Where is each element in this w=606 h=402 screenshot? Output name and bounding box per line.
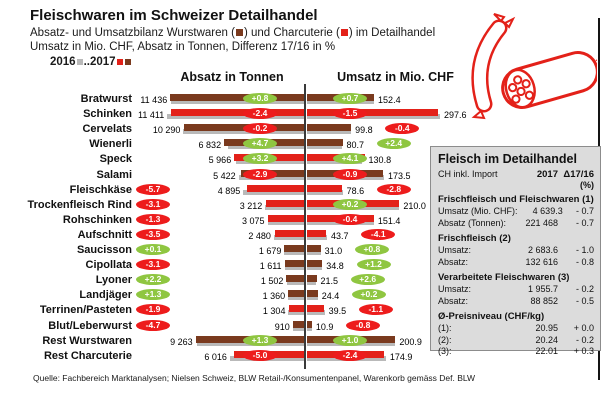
- umsatz-value: 200.9: [399, 336, 422, 347]
- bar-umsatz-2017: [307, 124, 351, 131]
- category-label: Blut/Leberwurst: [48, 319, 132, 332]
- umsatz-diff-badge: -2.4: [333, 350, 367, 361]
- umsatz-diff-badge: -0.9: [333, 169, 367, 180]
- absatz-diff-badge: +3.2: [243, 153, 277, 164]
- panel-section-heading: Ø-Preisniveau (CHF/kg): [438, 311, 545, 322]
- bar-absatz-2017: [289, 305, 304, 312]
- panel-row-delta: - 0.7: [575, 217, 594, 228]
- bar-absatz-2017: [266, 200, 304, 207]
- absatz-diff-badge: -5.7: [136, 184, 170, 195]
- bar-absatz-2017: [275, 230, 304, 237]
- absatz-value: 11 411: [138, 110, 165, 121]
- umsatz-value: 174.9: [389, 351, 413, 362]
- panel-row-label: Umsatz (Mio. CHF):: [438, 206, 518, 216]
- panel-data-row: [438, 335, 594, 347]
- umsatz-value: 297.6: [443, 110, 467, 121]
- bar-umsatz-2017: [307, 139, 343, 146]
- legend-2016-swatch-icon: [77, 59, 83, 65]
- absatz-diff-badge: -4.7: [136, 320, 170, 331]
- bar-umsatz-2017: [307, 230, 326, 237]
- panel-section: [438, 233, 594, 268]
- umsatz-diff-badge: -4.1: [361, 229, 395, 240]
- bar-umsatz-2017: [307, 290, 318, 297]
- absatz-value: 2 480: [248, 230, 271, 241]
- absatz-diff-badge: -1.9: [136, 304, 170, 315]
- absatz-diff-badge: -1.3: [136, 214, 170, 225]
- umsatz-diff-badge: -2.8: [377, 184, 411, 195]
- absatz-value: 5 966: [208, 155, 232, 166]
- absatz-value: 1 679: [258, 246, 282, 256]
- bar-absatz-2017: [286, 275, 304, 282]
- panel-row-label: Absatz (Tonnen):: [438, 217, 507, 228]
- panel-section-heading: Frischfleisch (2): [438, 233, 511, 244]
- bar-absatz-2017: [171, 109, 305, 116]
- panel-row-label: Umsatz:: [438, 245, 472, 255]
- category-label: Terrinen/Pasteten: [39, 304, 132, 317]
- umsatz-diff-badge: -1.5: [333, 108, 367, 119]
- panel-row-delta: - 1.0: [575, 245, 594, 255]
- absatz-value: 1 502: [260, 276, 284, 287]
- panel-row-delta: + 0.0: [573, 323, 594, 333]
- panel-section: [438, 194, 594, 229]
- legend-2017-charcuterie-swatch-icon: [117, 59, 123, 65]
- panel-row-label: Absatz:: [438, 256, 469, 267]
- umsatz-value: 152.4: [378, 95, 401, 105]
- wurstwaren-swatch-icon: [236, 29, 243, 36]
- category-label: Trockenfleisch Rind: [27, 198, 132, 211]
- panel-data-row: [438, 206, 594, 218]
- bar-absatz-2017: [284, 245, 304, 252]
- absatz-diff-badge: -0.2: [243, 123, 277, 134]
- panel-row-delta: - 0.5: [575, 295, 594, 306]
- category-label: Cervelats: [82, 123, 132, 136]
- panel-section-heading: Frischfleisch und Fleischwaren (1): [438, 194, 594, 205]
- absatz-value: 1 611: [259, 261, 282, 272]
- bar-umsatz-2017: [307, 321, 312, 328]
- umsatz-value: 39.5: [328, 306, 347, 317]
- panel-row-value: 221 468: [525, 217, 559, 228]
- absatz-diff-badge: -3.5: [136, 229, 170, 240]
- panel-section: [438, 311, 594, 358]
- umsatz-diff-badge: +0.8: [355, 244, 389, 255]
- absatz-value: 6 016: [204, 351, 227, 362]
- absatz-value: 1 360: [262, 291, 286, 302]
- panel-data-row: [438, 245, 594, 257]
- panel-row-delta: - 0.7: [575, 206, 594, 216]
- right-column-header: Umsatz in Mio. CHF: [337, 70, 454, 84]
- umsatz-value: 21.5: [320, 276, 338, 287]
- bar-absatz-2017: [285, 260, 304, 267]
- legend-2017-wurstwaren-swatch-icon: [125, 59, 131, 65]
- panel-row-delta: - 0.2: [575, 334, 594, 345]
- umsatz-diff-badge: +1.0: [333, 335, 367, 346]
- umsatz-diff-badge: +4.1: [333, 153, 367, 164]
- umsatz-value: 130.8: [368, 155, 392, 166]
- category-label: Cipollata: [85, 259, 132, 272]
- absatz-value: 10 290: [152, 125, 181, 136]
- absatz-diff-badge: -5.0: [243, 350, 277, 361]
- panel-data-row: [438, 346, 594, 358]
- panel-section: [438, 272, 594, 307]
- panel-row-label: (3):: [438, 346, 452, 356]
- category-label: Rest Wurstwaren: [42, 334, 132, 347]
- category-label: Aufschnitt: [77, 228, 132, 241]
- umsatz-value: 210.0: [403, 200, 426, 211]
- page-title: Fleischwaren im Schweizer Detailhandel: [30, 7, 318, 24]
- umsatz-value: 99.8: [355, 125, 373, 136]
- absatz-diff-badge: +1.3: [136, 289, 170, 300]
- category-label: Salami: [96, 168, 132, 181]
- absatz-diff-badge: -3.1: [136, 199, 170, 210]
- umsatz-diff-badge: +1.2: [357, 259, 391, 270]
- bar-absatz-2017: [170, 94, 304, 101]
- source-note: Quelle: Fachbereich Marktanalysen; Nielsen Schweiz, BLW Retail-/Konsumentenpanel, Warenkorb gemäss Def. BLW: [33, 373, 476, 383]
- umsatz-diff-badge: -0.4: [333, 214, 367, 225]
- umsatz-diff-badge: -0.4: [385, 123, 419, 134]
- panel-row-value: 20.24: [535, 334, 558, 345]
- absatz-diff-badge: +0.1: [136, 244, 170, 255]
- bar-umsatz-2017: [307, 109, 438, 116]
- umsatz-diff-badge: +0.7: [333, 93, 367, 104]
- panel-unit-row: (%): [580, 180, 594, 190]
- bar-umsatz-2017: [307, 245, 321, 252]
- category-label: Lyoner: [95, 274, 132, 287]
- category-label: Saucisson: [76, 244, 132, 256]
- umsatz-value: 31.0: [324, 246, 343, 256]
- umsatz-value: 78.6: [346, 185, 365, 196]
- absatz-value: 11 436: [140, 95, 168, 105]
- panel-row-value: 88 852: [530, 295, 558, 306]
- absatz-value: 3 075: [242, 215, 265, 226]
- panel-row-value: 1 955.7: [527, 284, 558, 294]
- umsatz-value: 151.4: [377, 215, 401, 226]
- panel-row-value: 132 616: [525, 256, 558, 267]
- panel-row-delta: + 0.3: [573, 346, 594, 356]
- absatz-value: 9 263: [170, 336, 193, 347]
- bar-umsatz-2017: [307, 275, 317, 282]
- sausage-icon: [455, 12, 597, 120]
- panel-row-value: 22.01: [535, 346, 558, 356]
- bar-absatz-2017: [247, 185, 304, 192]
- umsatz-value: 173.5: [388, 170, 411, 181]
- charcuterie-swatch-icon: [341, 29, 348, 36]
- absatz-diff-badge: -2.4: [243, 108, 277, 119]
- bar-umsatz-2017: [307, 305, 324, 312]
- panel-row-value: 20.95: [535, 323, 558, 333]
- umsatz-value: 10.9: [315, 321, 334, 332]
- left-column-header: Absatz in Tonnen: [180, 70, 284, 84]
- bar-absatz-2017: [293, 321, 304, 328]
- umsatz-diff-badge: +0.2: [352, 289, 386, 300]
- umsatz-value: 34.8: [326, 261, 344, 272]
- umsatz-diff-badge: +2.4: [377, 138, 411, 149]
- umsatz-diff-badge: +0.2: [333, 199, 367, 210]
- panel-data-row: [438, 296, 594, 308]
- category-label: Fleischkäse: [69, 183, 132, 196]
- absatz-diff-badge: +1.3: [243, 335, 277, 346]
- panel-row-value: 4 639.3: [532, 206, 563, 216]
- panel-section-heading: Verarbeitete Fleischwaren (3): [438, 272, 570, 283]
- panel-sections: [438, 194, 594, 358]
- panel-row-label: (1):: [438, 323, 452, 333]
- category-label: Rest Charcuterie: [43, 349, 132, 362]
- panel-row-label: Absatz:: [438, 295, 469, 306]
- absatz-diff-badge: +4.7: [243, 138, 277, 149]
- absatz-value: 3 212: [239, 200, 263, 211]
- absatz-value: 5 422: [213, 170, 236, 181]
- subtitle-line-2: Umsatz in Mio. CHF, Absatz in Tonnen, Differenz 17/16 in %: [30, 41, 336, 53]
- category-label: Wienerli: [89, 138, 132, 151]
- category-label: Bratwurst: [80, 93, 132, 105]
- bar-absatz-2017: [268, 215, 304, 222]
- legend: 2016 ..2017: [50, 56, 132, 68]
- panel-row-label: Umsatz:: [438, 284, 472, 294]
- absatz-diff-badge: +0.8: [243, 93, 277, 104]
- umsatz-value: 24.4: [321, 291, 340, 302]
- summary-panel: [430, 146, 601, 356]
- umsatz-diff-badge: -0.8: [346, 320, 380, 331]
- panel-row-delta: - 0.8: [575, 256, 594, 267]
- umsatz-diff-badge: -1.1: [359, 304, 393, 315]
- absatz-value: 4 895: [217, 185, 241, 196]
- absatz-diff-badge: +2.2: [136, 274, 170, 285]
- panel-data-row: [438, 218, 594, 230]
- panel-header-row: CH inkl. Import 2017 Δ17/16: [438, 169, 594, 180]
- umsatz-diff-badge: +2.6: [351, 274, 385, 285]
- panel-data-row: [438, 323, 594, 335]
- chart-row: [0, 122, 606, 137]
- panel-data-row: [438, 257, 594, 269]
- absatz-diff-badge: -2.9: [243, 169, 277, 180]
- panel-row-delta: - 0.2: [575, 284, 594, 294]
- absatz-value: 910: [274, 321, 290, 332]
- absatz-value: 1 304: [262, 306, 286, 317]
- category-label: Landjäger: [79, 289, 132, 302]
- umsatz-value: 80.7: [346, 140, 365, 151]
- panel-data-row: [438, 284, 594, 296]
- umsatz-value: 43.7: [331, 230, 349, 241]
- category-label: Rohschinken: [62, 213, 132, 226]
- subtitle-line-1: Absatz- und Umsatzbilanz Wurstwaren ( ) und Charcuterie ( ) im Detailhandel: [30, 27, 436, 39]
- category-label: Speck: [99, 153, 132, 166]
- bar-umsatz-2017: [307, 185, 342, 192]
- bar-absatz-2017: [288, 290, 304, 297]
- category-label: Schinken: [83, 108, 132, 121]
- absatz-diff-badge: -3.1: [136, 259, 170, 270]
- panel-title: Fleisch im Detailhandel: [438, 152, 577, 166]
- panel-row-label: (2):: [438, 334, 452, 345]
- absatz-value: 6 832: [198, 140, 222, 151]
- bar-umsatz-2017: [307, 260, 322, 267]
- panel-row-value: 2 683.6: [527, 245, 558, 255]
